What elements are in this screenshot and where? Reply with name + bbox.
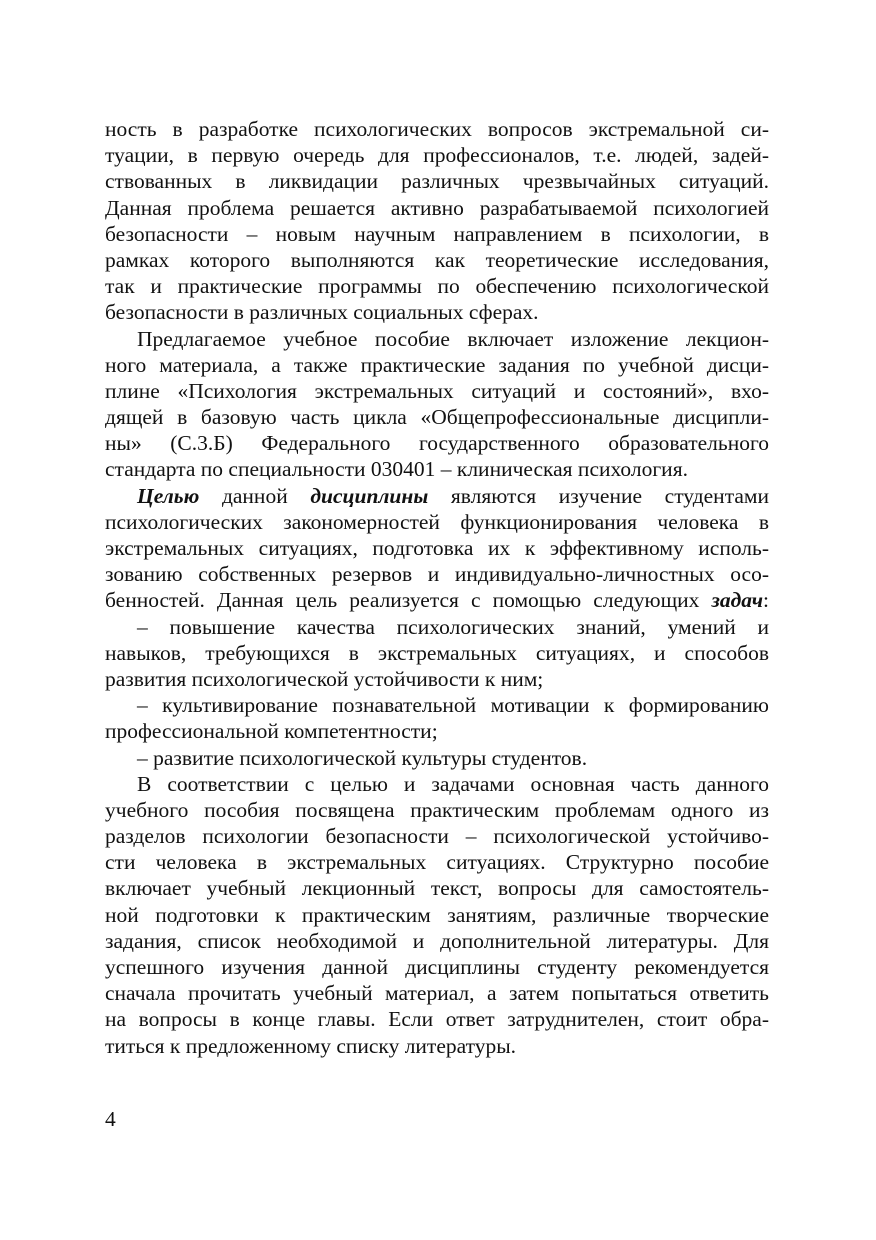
- text-line: учебного пособия посвящена практическим проблемам одного из: [105, 797, 769, 822]
- emphasis-discipline: дисциплины: [310, 483, 429, 508]
- text-line: безопасности в различных социальных сферах.: [105, 300, 539, 325]
- paragraph-3: [105, 483, 769, 614]
- text-line: ны» (С.3.Б) Федерального государственного образовательного: [105, 431, 769, 456]
- text-line: – культивирование познавательной мотивации к формированию: [137, 693, 769, 718]
- emphasis-tasks: задач: [711, 588, 764, 613]
- emphasis-goal: Целью: [137, 483, 200, 508]
- list-item-3: [105, 745, 769, 771]
- text-line: [105, 587, 769, 613]
- text-line: на вопросы в конце главы. Если ответ затруднителен, стоит обра-: [105, 1007, 769, 1032]
- text-line: задания, список необходимой и дополнительной литературы. Для: [105, 928, 769, 953]
- paragraph-7: [105, 771, 769, 1059]
- text-line: экстремальных ситуациях, подготовка их к эффективному исполь-: [105, 536, 769, 560]
- text-line: развития психологической устойчивости к ним;: [105, 666, 544, 691]
- text-line: зованию собственных резервов и индивидуально-личностных осо-: [105, 562, 769, 587]
- text-line: плине «Психология экстремальных ситуаций и состояний», вхо-: [105, 378, 769, 403]
- text-line: стандарта по специальности 030401 – клиническая психология.: [105, 457, 688, 482]
- text-line: включает учебный лекционный текст, вопросы для самостоятель-: [105, 876, 769, 901]
- text-line: рамках которого выполняются как теоретические исследования,: [105, 247, 769, 272]
- text-line: – повышение качества психологических знаний, умений и: [137, 614, 769, 639]
- text-line: разделов психологии безопасности – психологической устойчиво-: [105, 824, 769, 849]
- text-line: титься к предложенному списку литературы.: [105, 1033, 517, 1058]
- text-line: ность в разработке психологических вопросов экстремальной си-: [105, 117, 769, 141]
- text-line: профессиональной компетентности;: [105, 719, 438, 744]
- text-run: бенностей. Данная цель реализуется с помощью следующих: [105, 588, 712, 613]
- text-line: дящей в базовую часть цикла «Общепрофессиональные дисципли-: [105, 405, 769, 430]
- text-line: туации, в первую очередь для профессионалов, т.е. людей, задей-: [105, 143, 769, 168]
- text-line: ной подготовки к практическим занятиям, различные творческие: [105, 902, 769, 927]
- text-line: успешного изучения данной дисциплины студенту рекомендуется: [105, 955, 769, 979]
- text-run: данной: [199, 483, 311, 508]
- text-line: психологических закономерностей функционирования человека в: [105, 509, 769, 534]
- list-item-1: [105, 614, 769, 693]
- text-line: В соответствии с целью и задачами основная часть данного: [137, 771, 769, 796]
- text-line: ствованных в ликвидации различных чрезвычайных ситуаций.: [105, 169, 769, 194]
- page-number: 4: [105, 1107, 116, 1131]
- list-item-2: [105, 692, 769, 744]
- text-line: безопасности – новым научным направлением в психологии, в: [105, 221, 769, 246]
- body-text: [105, 116, 769, 1059]
- paragraph-1: [105, 116, 769, 326]
- text-line: – развитие психологической культуры студентов.: [137, 745, 588, 770]
- paragraph-2: [105, 326, 769, 483]
- text-line: навыков, требующихся в экстремальных ситуациях, и способов: [105, 640, 769, 665]
- text-line: [105, 483, 769, 509]
- text-run: являются изучение студентами: [428, 483, 770, 508]
- text-line: Данная проблема решается активно разрабатываемой психологией: [105, 195, 769, 220]
- text-line: Предлагаемое учебное пособие включает изложение лекцион-: [137, 326, 769, 351]
- text-line: сначала прочитать учебный материал, а затем попытаться ответить: [105, 981, 769, 1006]
- text-line: сти человека в экстремальных ситуациях. Структурно пособие: [105, 850, 769, 875]
- text-run: :: [763, 588, 769, 613]
- text-line: ного материала, а также практические задания по учебной дисци-: [105, 352, 769, 377]
- text-line: так и практические программы по обеспечению психологической: [105, 274, 769, 299]
